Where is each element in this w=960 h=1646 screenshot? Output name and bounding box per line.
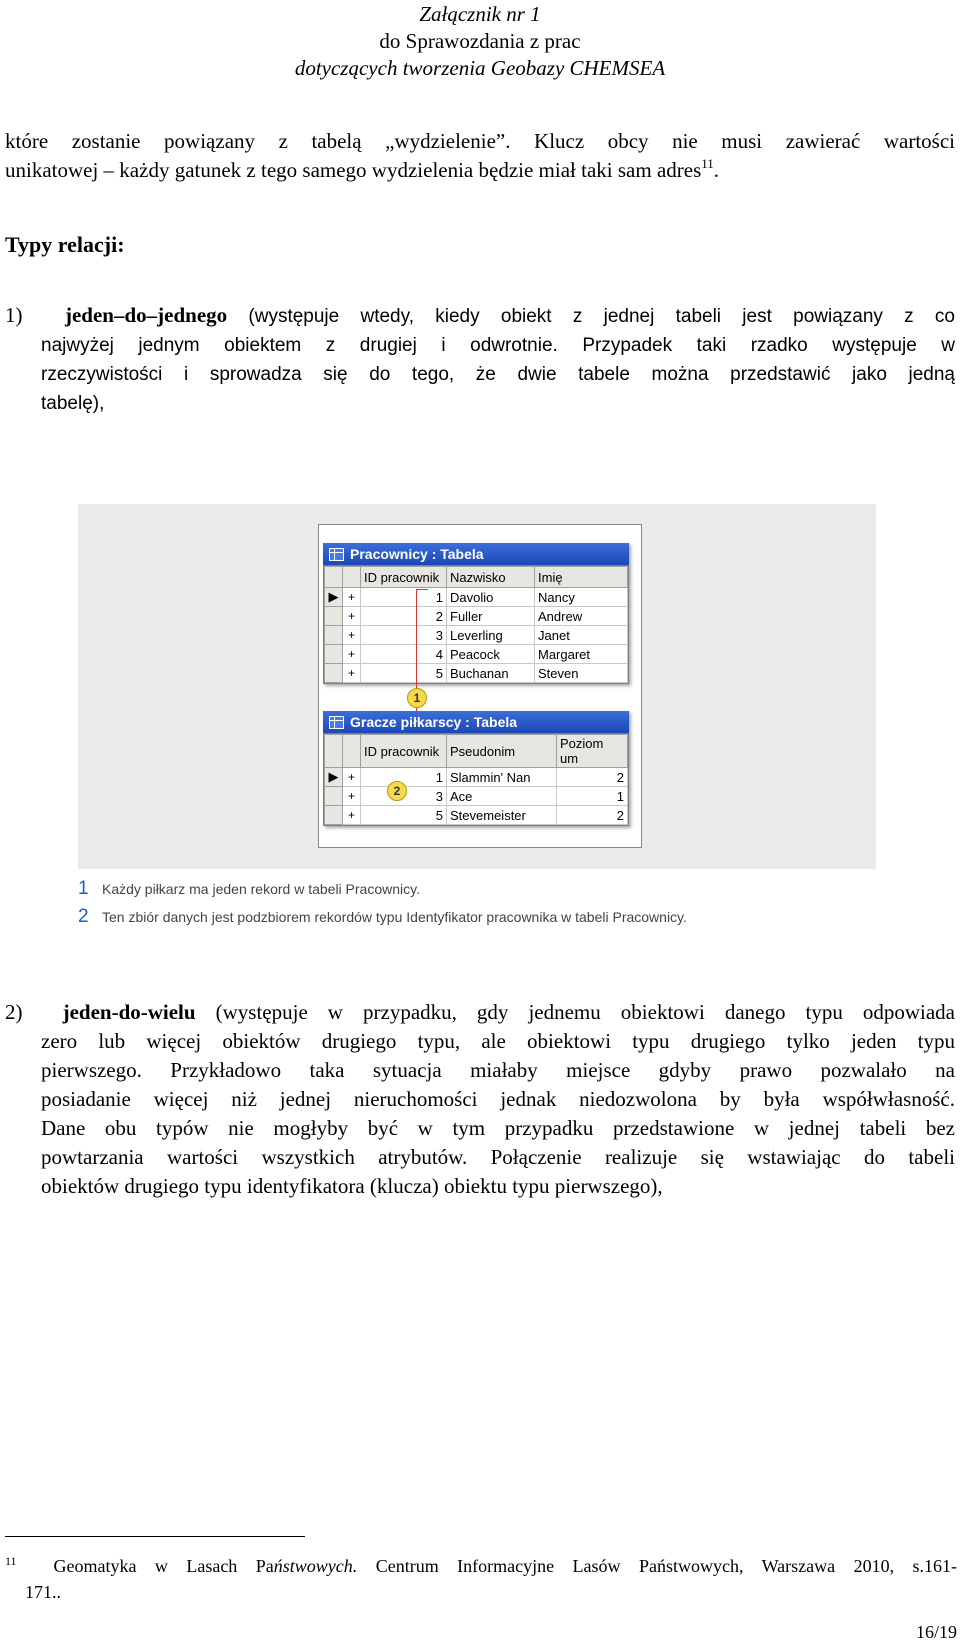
employees-table-title: Pracownicy : Tabela xyxy=(350,546,484,562)
expand-plus-icon[interactable]: + xyxy=(343,664,361,683)
expand-plus-icon[interactable]: + xyxy=(343,806,361,825)
page-number: 16/19 xyxy=(915,1622,957,1642)
item2-term: jeden-do-wielu xyxy=(62,1000,196,1024)
item1-line-2 xyxy=(5,331,955,360)
intro-paragraph xyxy=(5,127,955,185)
row-selector[interactable] xyxy=(325,664,343,683)
table-cell[interactable]: 5 xyxy=(361,806,447,825)
legend-number: 1 xyxy=(78,878,89,899)
table-cell[interactable]: 2 xyxy=(361,607,447,626)
legend-number: 2 xyxy=(78,906,89,927)
row-selector[interactable] xyxy=(325,787,343,806)
legend-item-2 xyxy=(78,906,687,928)
item-one-to-one xyxy=(5,301,955,418)
item2-line-4: posiadanie więcej niż jednej nieruchomości jednak niedozwolona by była współwłasność. xyxy=(41,1087,955,1111)
table-icon xyxy=(329,548,344,561)
relation-line xyxy=(416,589,428,590)
row-selector-header xyxy=(325,567,343,588)
legend-text: Każdy piłkarz ma jeden rekord w tabeli Pracownicy. xyxy=(102,881,420,897)
column-header[interactable]: Pseudonim xyxy=(447,735,557,768)
item1-line-1 xyxy=(5,301,955,331)
expand-plus-icon[interactable]: + xyxy=(343,588,361,607)
record-pointer-icon[interactable]: ▶ xyxy=(325,588,343,607)
column-header[interactable]: Imię xyxy=(535,567,628,588)
expand-plus-icon[interactable]: + xyxy=(343,645,361,664)
table-cell[interactable]: 3 xyxy=(361,787,447,806)
item1-line-3: rzeczywistości i sprowadza się do tego, że dwie tabele można przedstawić jako jedną xyxy=(41,364,955,385)
record-pointer-icon[interactable]: ▶ xyxy=(325,768,343,787)
table-cell[interactable]: Fuller xyxy=(447,607,535,626)
table-cell[interactable]: Janet xyxy=(535,626,628,645)
table-cell[interactable]: Davolio xyxy=(447,588,535,607)
table-cell[interactable]: Stevemeister xyxy=(447,806,557,825)
expand-plus-icon[interactable]: + xyxy=(343,787,361,806)
column-header[interactable]: Nazwisko xyxy=(447,567,535,588)
players-table-title: Gracze piłkarscy : Tabela xyxy=(350,714,518,730)
table-cell[interactable]: Slammin' Nan xyxy=(447,768,557,787)
table-cell[interactable]: Nancy xyxy=(535,588,628,607)
footnote-publisher: Centrum Informacyjne Lasów Państwowych, Warszawa 2010, s.161- xyxy=(375,1556,958,1576)
table-cell[interactable]: 1 xyxy=(361,768,447,787)
table-cell[interactable]: 5 xyxy=(361,664,447,683)
footnote-separator xyxy=(5,1536,305,1537)
intro-line-2 xyxy=(5,158,719,182)
footnote-reference: 11 xyxy=(701,156,714,171)
footnote-line-1 xyxy=(5,1548,957,1579)
players-table-titlebar xyxy=(323,711,629,733)
table-cell[interactable]: Leverling xyxy=(447,626,535,645)
table-cell[interactable]: Andrew xyxy=(535,607,628,626)
row-selector[interactable] xyxy=(325,806,343,825)
table-cell[interactable]: Ace xyxy=(447,787,557,806)
legend-item-1 xyxy=(78,878,420,900)
item1-line-4: tabelę), xyxy=(41,393,105,414)
item2-line-7: obiektów drugiego typu identyfikatora (klucza) obiektu typu pierwszego), xyxy=(41,1174,663,1198)
row-selector[interactable] xyxy=(325,645,343,664)
item1-line-2-a: najwyżej jednym obiektem z drugiej i odwrotnie. xyxy=(41,335,558,356)
expand-header xyxy=(343,735,361,768)
column-header[interactable]: ID pracownik xyxy=(361,567,447,588)
header-project-label: dotyczących tworzenia Geobazy CHEMSEA xyxy=(294,56,666,80)
expand-plus-icon[interactable]: + xyxy=(343,768,361,787)
column-header[interactable]: Poziom um xyxy=(557,735,628,768)
table-cell[interactable]: Margaret xyxy=(535,645,628,664)
header-report-label: do Sprawozdania z prac xyxy=(379,29,581,53)
intro-line-2-text: unikatowej – każdy gatunek z tego samego wydzielenia będzie miał taki sam adres xyxy=(5,158,702,182)
item2-line-1-rest: (występuje w przypadku, gdy jednemu obiektowi danego typu odpowiada xyxy=(215,1000,956,1024)
footnote-title-b: ństwowych. xyxy=(273,1556,358,1576)
row-selector[interactable] xyxy=(325,607,343,626)
item1-term: jeden–do–jednego xyxy=(64,303,228,327)
relation-types-heading: Typy relacji: xyxy=(5,232,125,257)
item2-line-5: Dane obu typów nie mogłyby być w tym przypadku przedstawione w jednej tabeli bez xyxy=(41,1116,955,1140)
footnote-mark: 11 xyxy=(5,1554,17,1568)
callout-1-icon: 1 xyxy=(407,688,427,708)
employees-datasheet xyxy=(323,565,629,684)
intro-line-2-end: . xyxy=(713,158,720,182)
item2-line-1 xyxy=(5,998,955,1027)
figure-frame xyxy=(318,524,642,848)
expand-plus-icon[interactable]: + xyxy=(343,626,361,645)
players-datasheet xyxy=(323,733,629,826)
item2-line-2: zero lub więcej obiektów drugiego typu, ale obiektowi typu drugiego tylko jeden typu xyxy=(41,1029,955,1053)
players-table-window xyxy=(323,711,629,826)
table-cell[interactable]: 1 xyxy=(557,787,628,806)
item2-number: 2) xyxy=(5,1000,23,1024)
footnote-line-2: 171.. xyxy=(25,1582,61,1602)
table-cell[interactable]: 1 xyxy=(361,588,447,607)
table-cell[interactable]: 2 xyxy=(557,806,628,825)
table-cell[interactable]: Steven xyxy=(535,664,628,683)
callout-2-icon: 2 xyxy=(387,781,407,801)
legend-text: Ten zbiór danych jest podzbiorem rekordów typu Identyfikator pracownika w tabeli Pracownicy. xyxy=(102,909,687,925)
column-header[interactable]: ID pracownik xyxy=(361,735,447,768)
table-cell[interactable]: 4 xyxy=(361,645,447,664)
table-cell[interactable]: Peacock xyxy=(447,645,535,664)
intro-line-1: które zostanie powiązany z tabelą „wydzielenie”. Klucz obcy nie musi zawierać wartości xyxy=(5,129,955,153)
row-selector[interactable] xyxy=(325,626,343,645)
expand-header xyxy=(343,567,361,588)
item1-line-2-b: Przypadek taki rzadko występuje w xyxy=(582,335,956,356)
header-attachment-label: Załącznik nr 1 xyxy=(419,2,541,26)
row-selector-header xyxy=(325,735,343,768)
footnote-title-a: Geomatyka w Lasach Pa xyxy=(53,1556,274,1576)
footnote xyxy=(5,1548,957,1605)
table-cell[interactable]: Buchanan xyxy=(447,664,535,683)
item2-line-3: pierwszego. Przykładowo taka sytuacja miałaby miejsce gdyby prawo pozwalało na xyxy=(41,1058,955,1082)
table-cell[interactable]: 3 xyxy=(361,626,447,645)
item1-number: 1) xyxy=(5,303,23,327)
item-one-to-many xyxy=(5,998,955,1201)
employees-table-titlebar xyxy=(323,543,629,565)
expand-plus-icon[interactable]: + xyxy=(343,607,361,626)
employees-table-window xyxy=(323,543,629,684)
table-icon xyxy=(329,716,344,729)
item1-line-1-rest: (występuje wtedy, kiedy obiekt z jednej tabeli jest powiązany z co xyxy=(248,306,956,327)
table-cell[interactable]: 2 xyxy=(557,768,628,787)
item2-line-6: powtarzania wartości wszystkich atrybutów. Połączenie realizuje się wstawiając do tabeli xyxy=(41,1145,955,1169)
